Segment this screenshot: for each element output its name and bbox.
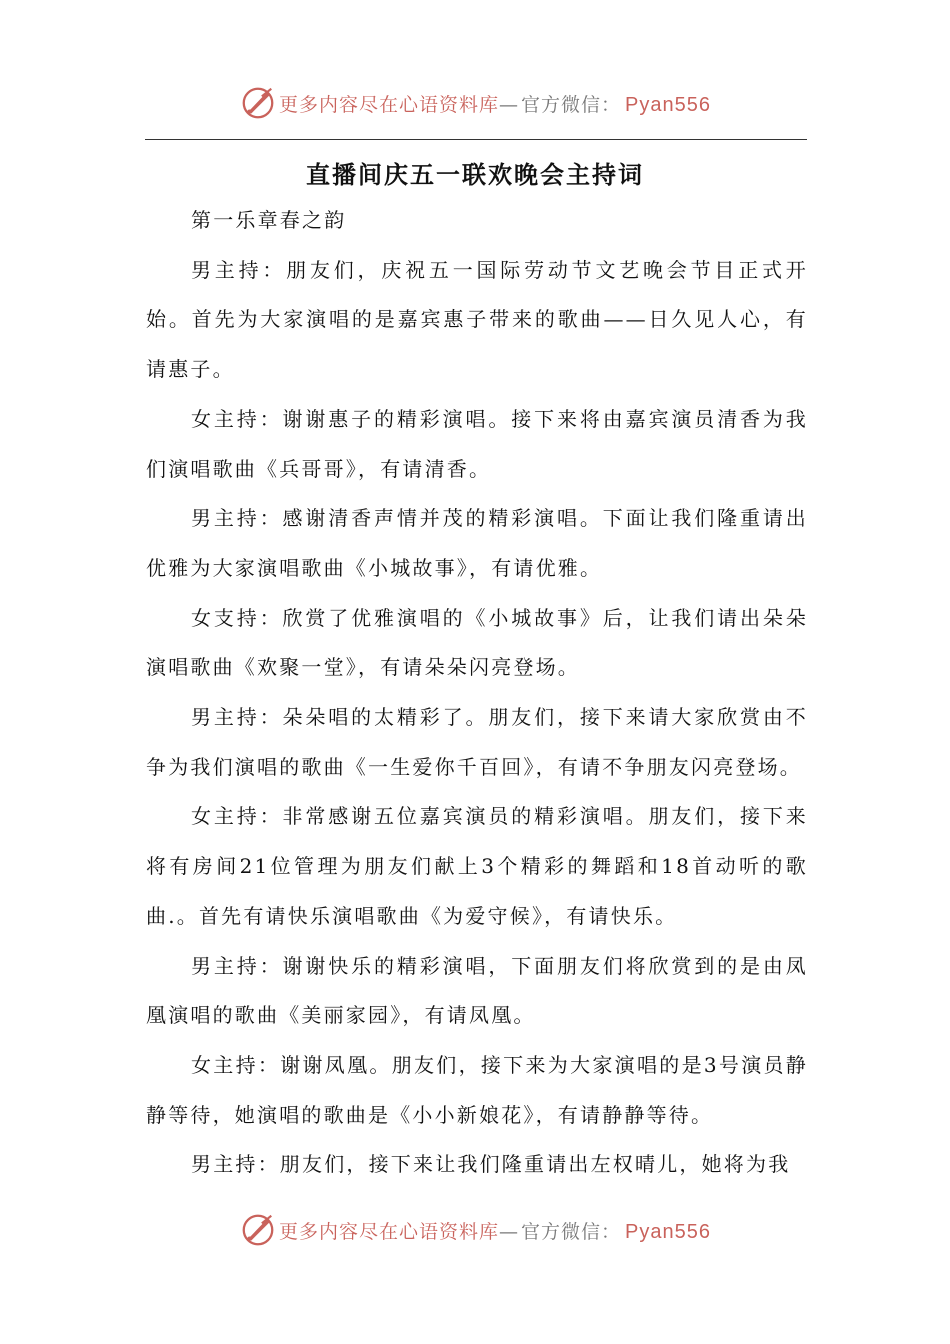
quill-logo-icon [239, 1211, 277, 1249]
paragraph: 男主持：朵朵唱的太精彩了。朋友们，接下来请大家欣赏由不争为我们演唱的歌曲《一生爱你千百回》，有请不争朋友闪亮登场。 [146, 705, 808, 779]
header-watermark [0, 83, 950, 123]
watermark-main: 更多内容尽在心语资料库 [279, 93, 500, 116]
watermark-text [279, 1217, 711, 1244]
paragraph: 男主持：朋友们，接下来让我们隆重请出左权晴儿，她将为我 [191, 1152, 791, 1177]
watermark-label: 官方微信： [521, 1220, 622, 1243]
document-body [146, 196, 808, 1190]
paragraph: 女支持：欣赏了优雅演唱的《小城故事》后，让我们请出朵朵演唱歌曲《欢聚一堂》，有请朵朵闪亮登场。 [146, 605, 808, 680]
watermark-wechat-id: Pyan556 [625, 93, 711, 116]
paragraph: 第一乐章春之韵 [191, 208, 347, 232]
paragraph: 男主持：感谢清香声情并茂的精彩演唱。下面让我们隆重请出优雅为大家演唱歌曲《小城故事》，有请优雅。 [146, 506, 808, 580]
watermark-label: 官方微信： [521, 93, 622, 116]
watermark-separator: — [499, 93, 520, 116]
document-title: 直播间庆五一联欢晚会主持词 [306, 160, 644, 189]
watermark-main: 更多内容尽在心语资料库 [279, 1220, 500, 1243]
quill-logo-icon [239, 84, 277, 122]
paragraph: 男主持：谢谢快乐的精彩演唱，下面朋友们将欣赏到的是由凤凰演唱的歌曲《美丽家园》，有请凤凰。 [146, 953, 808, 1028]
paragraph: 女主持：非常感谢五位嘉宾演员的精彩演唱。朋友们，接下来将有房间21位管理为朋友们献上3个精彩的舞蹈和18首动听的歌曲.。首先有请快乐演唱歌曲《为爱守候》，有请快乐。 [146, 804, 808, 928]
paragraph: 女主持：谢谢凤凰。朋友们，接下来为大家演唱的是3号演员静静等待，她演唱的歌曲是《小小新娘花》，有请静静等待。 [146, 1052, 808, 1127]
watermark-wechat-id: Pyan556 [625, 1220, 711, 1243]
watermark-separator: — [499, 1220, 520, 1243]
paragraph: 男主持：朋友们，庆祝五一国际劳动节文艺晚会节目正式开始。首先为大家演唱的是嘉宾惠子带来的歌曲——日久见人心，有请惠子。 [146, 257, 808, 382]
header-divider [145, 139, 807, 140]
paragraph: 女主持：谢谢惠子的精彩演唱。接下来将由嘉宾演员清香为我们演唱歌曲《兵哥哥》，有请清香。 [146, 406, 808, 481]
footer-watermark [0, 1210, 950, 1250]
watermark-text [279, 90, 711, 117]
